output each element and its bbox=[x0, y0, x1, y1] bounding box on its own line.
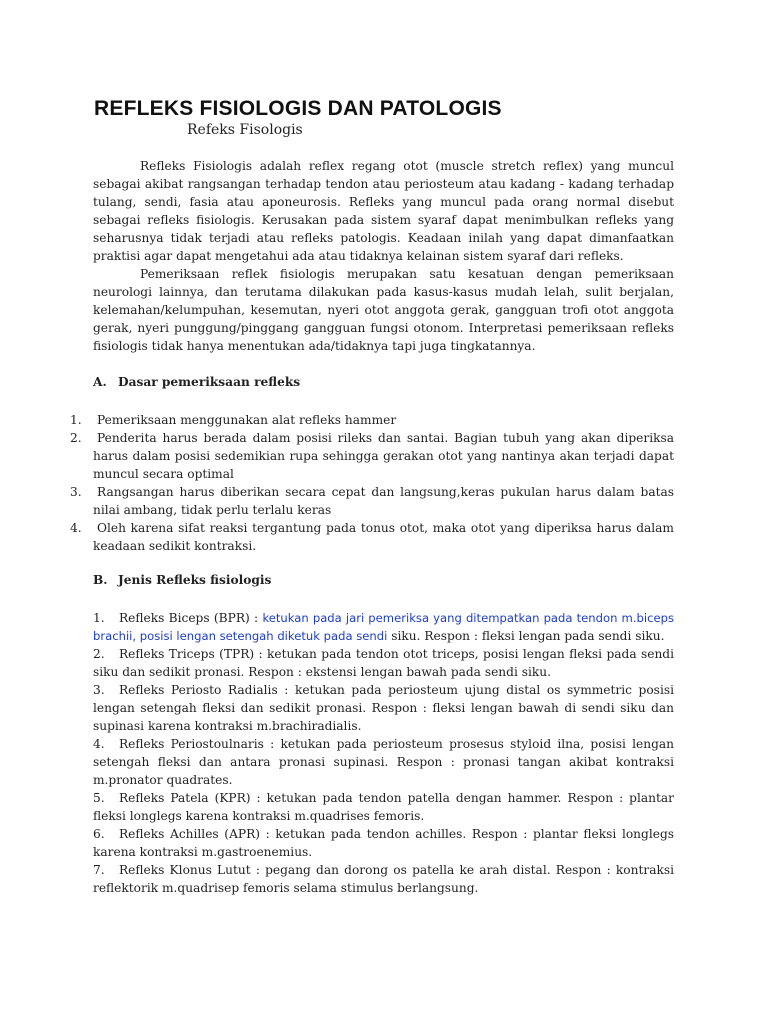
section-a-letter: A. bbox=[93, 375, 107, 389]
list-item-text: Refleks Periostoulnaris : ketukan pada periosteum prosesus styloid ilna, posisi lengan setengah fleksi dan antara pronasi supinasi. Respon : pronasi tangan akibat kontraksi m.pronator quadrates. bbox=[93, 737, 674, 787]
list-item-number: 4. bbox=[70, 521, 82, 535]
list-item bbox=[0, 429, 674, 483]
list-item-number: 2. bbox=[70, 431, 82, 445]
section-a-heading bbox=[93, 375, 300, 389]
list-item-number: 1. bbox=[70, 413, 82, 427]
basic-exam-list bbox=[0, 411, 674, 555]
list-item-number: 1. bbox=[93, 611, 105, 625]
list-item bbox=[93, 681, 674, 735]
list-item bbox=[93, 861, 674, 897]
intro-paragraph: Refleks Fisiologis adalah reflex regang otot (muscle stretch reflex) yang muncul sebagai akibat rangsangan terhadap tendon atau periosteum atau kadang - kadang terhadap tulang, sendi, fasia atau aponeurosis. Refleks yang muncul pada orang normal disebut sebagai refleks fisiologis. Kerusakan pada sistem syaraf dapat menimbulkan refleks yang seharusnya tidak terjadi atau refleks patologis. Keadaan inilah yang dapat dimanfaatkan praktisi agar dapat mengetahui ada atau tidaknya kelainan sistem syaraf dari refleks. bbox=[93, 159, 674, 263]
section-b-heading bbox=[93, 573, 271, 587]
list-item-text: Penderita harus berada dalam posisi rileks dan santai. Bagian tubuh yang akan diperiksa harus dalam posisi sedemikian rupa sehingga gerakan otot yang nantinya akan terjadi dapat muncul secara optimal bbox=[93, 431, 674, 481]
list-item bbox=[93, 645, 674, 681]
list-item-text: Refleks Biceps (BPR) : bbox=[119, 611, 263, 625]
section-b-letter: B. bbox=[93, 573, 108, 587]
list-item bbox=[93, 609, 674, 645]
list-item-number: 2. bbox=[93, 647, 105, 661]
list-item-text: Rangsangan harus diberikan secara cepat dan langsung,keras pukulan harus dalam batas nilai ambang, tidak perlu terlalu keras bbox=[93, 485, 674, 517]
list-item-number: 5. bbox=[93, 791, 105, 805]
list-item bbox=[93, 789, 674, 825]
list-item-text: Refleks Triceps (TPR) : ketukan pada tendon otot triceps, posisi lengan fleksi pada sendi siku dan sedikit pronasi. Respon : ekstensi lengan bawah pada sendi siku. bbox=[93, 647, 674, 679]
list-item-text-continued: siku. Respon : fleksi lengan pada sendi siku. bbox=[387, 629, 665, 643]
exam-paragraph: Pemeriksaan reflek fisiologis merupakan satu kesatuan dengan pemeriksaan neurologi lainnya, dan terutama dilakukan pada kasus-kasus mudah lelah, sulit berjalan, kelemahan/kelumpuhan, kesemutan, nyeri otot anggota gerak, gangguan trofi otot anggota gerak, nyeri punggung/pinggang gangguan fungsi otonom. Interpretasi pemeriksaan refleks fisiologis tidak hanya menentukan ada/tidaknya tapi juga tingkatannya. bbox=[93, 267, 674, 353]
highlighted-link-text[interactable]: ketukan pada jari pemeriksa yang ditempatkan pada tendon m.biceps brachii, posisi lengan setengah diketuk pada sendi bbox=[93, 611, 675, 643]
list-item-text: Pemeriksaan menggunakan alat refleks hammer bbox=[97, 413, 397, 427]
list-item bbox=[0, 519, 674, 555]
list-item-text: Refleks Periosto Radialis : ketukan pada periosteum ujung distal os symmetric posisi lengan setengah fleksi dan sedikit pronasi. Respon : fleksi lengan bawah di sendi siku dan supinasi karena kontraksi m.brachiradialis. bbox=[93, 683, 674, 733]
reflex-types-list bbox=[93, 609, 674, 897]
list-item-number: 3. bbox=[93, 683, 105, 697]
list-item bbox=[93, 825, 674, 861]
list-item-text: Refleks Klonus Lutut : pegang dan dorong os patella ke arah distal. Respon : kontraksi reflektorik m.quadrisep femoris selama stimulus berlangsung. bbox=[93, 863, 674, 895]
list-item-number: 7. bbox=[93, 863, 105, 877]
list-item bbox=[0, 483, 674, 519]
section-a-title: Dasar pemeriksaan refleks bbox=[118, 375, 301, 389]
document-subtitle: Refeks Fisologis bbox=[187, 122, 303, 138]
list-item bbox=[0, 411, 674, 429]
list-item-number: 4. bbox=[93, 737, 105, 751]
document-title: REFLEKS FISIOLOGIS DAN PATOLOGIS bbox=[94, 97, 502, 120]
list-item-number: 3. bbox=[70, 485, 82, 499]
section-b-title: Jenis Refleks fisiologis bbox=[118, 573, 272, 587]
list-item-text: Refleks Patela (KPR) : ketukan pada tendon patella dengan hammer. Respon : plantar fleksi longlegs karena kontraksi m.quadrises femoris. bbox=[93, 791, 674, 823]
list-item-text: Oleh karena sifat reaksi tergantung pada tonus otot, maka otot yang diperiksa harus dalam keadaan sedikit kontraksi. bbox=[93, 521, 674, 553]
list-item-text: Refleks Achilles (APR) : ketukan pada tendon achilles. Respon : plantar fleksi longlegs karena kontraksi m.gastroenemius. bbox=[93, 827, 674, 859]
list-item-number: 6. bbox=[93, 827, 105, 841]
list-item bbox=[93, 735, 674, 789]
